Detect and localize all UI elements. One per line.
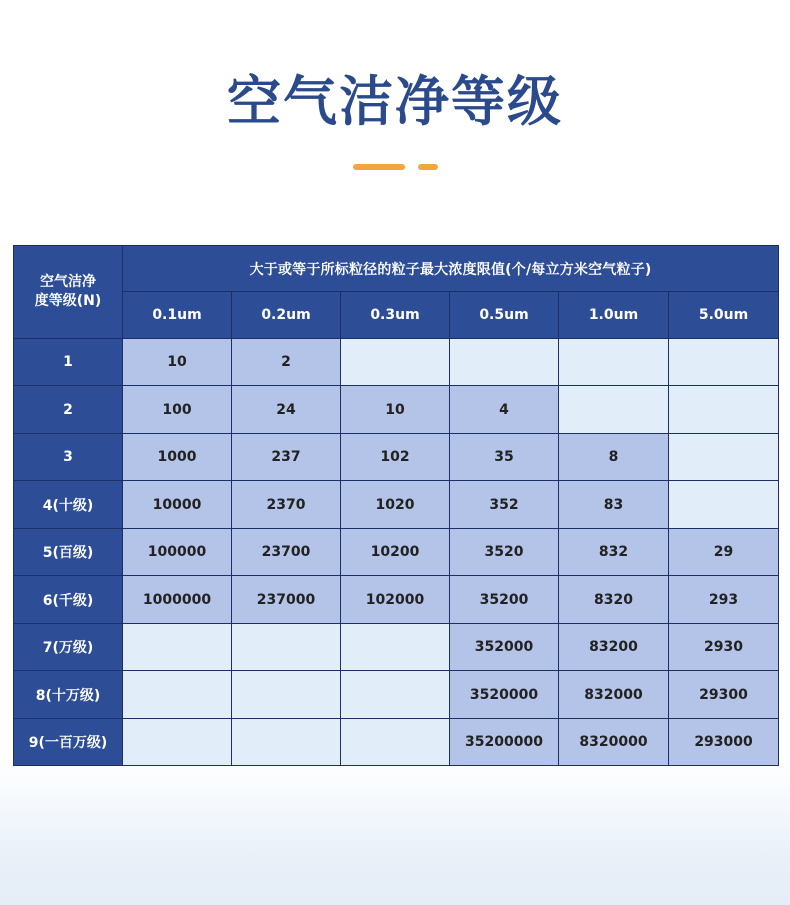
table-cell: 3520 [450,529,559,576]
header-row-columns [14,292,779,339]
table-cell-empty [559,339,669,386]
table-cell-empty [123,719,232,766]
header-grade-line-2: 度等级(N) [34,293,102,309]
table-cell: 100000 [123,529,232,576]
table-cell: 832 [559,529,669,576]
table-cell: 352000 [450,624,559,671]
table-row [14,576,779,624]
table-cell: 102 [341,434,450,481]
table-cell: 2930 [669,624,779,671]
table-cell-empty [341,624,450,671]
table-cell: 293000 [669,719,779,766]
table-row [14,481,779,529]
table-row [14,339,779,386]
table-row [14,624,779,671]
table-cell: 102000 [341,576,450,624]
table-cell: 4 [450,386,559,434]
table-cell-empty [232,719,341,766]
header-grade-line-1: 空气洁净 [40,274,96,290]
table-cell: 10 [123,339,232,386]
table-cell-empty [669,481,779,529]
table-row [14,386,779,434]
table-cell: 100 [123,386,232,434]
header-grade-corner [14,246,123,339]
title-divider [0,164,790,170]
table-cell: 10000 [123,481,232,529]
table-header [14,246,779,339]
table-cell: 237 [232,434,341,481]
page-title: 空气洁净等级 [227,70,563,133]
table-cell: 832000 [559,671,669,719]
table-cell-empty [123,624,232,671]
row-grade-label: 1 [14,339,123,386]
row-grade-label: 5(百级) [14,529,123,576]
row-grade-label: 9(一百万级) [14,719,123,766]
table-row [14,671,779,719]
table-cell: 1000000 [123,576,232,624]
cleanliness-grade-table [13,245,779,766]
title-divider-short-bar [418,164,438,170]
header-concentration-limit: 大于或等于所标粒径的粒子最大浓度限值(个/每立方米空气粒子) [123,246,779,292]
table-cell: 1000 [123,434,232,481]
column-header-5-0um: 5.0um [669,292,779,339]
table-cell: 29300 [669,671,779,719]
table-cell: 10200 [341,529,450,576]
title-divider-long-bar [353,164,405,170]
row-grade-label: 2 [14,386,123,434]
table-row [14,719,779,766]
table-cell-empty [123,671,232,719]
column-header-0-3um: 0.3um [341,292,450,339]
table-cell: 35200 [450,576,559,624]
table-row [14,434,779,481]
table-cell-empty [341,719,450,766]
table-cell: 8320000 [559,719,669,766]
table-body [14,339,779,766]
table-cell: 2370 [232,481,341,529]
table-cell: 352 [450,481,559,529]
table-cell: 29 [669,529,779,576]
table-cell: 24 [232,386,341,434]
table-cell: 35200000 [450,719,559,766]
table-cell-empty [341,671,450,719]
table-cell: 3520000 [450,671,559,719]
table-cell-empty [669,386,779,434]
header-row-span [14,246,779,292]
table-cell: 8 [559,434,669,481]
table-cell-empty [232,671,341,719]
column-header-1-0um: 1.0um [559,292,669,339]
row-grade-label: 3 [14,434,123,481]
column-header-0-1um: 0.1um [123,292,232,339]
table-row [14,529,779,576]
table-cell: 35 [450,434,559,481]
row-grade-label: 8(十万级) [14,671,123,719]
table-cell: 23700 [232,529,341,576]
column-header-0-5um: 0.5um [450,292,559,339]
table-cell-empty [232,624,341,671]
table-cell: 10 [341,386,450,434]
row-grade-label: 4(十级) [14,481,123,529]
table-cell: 83 [559,481,669,529]
table-cell-empty [669,339,779,386]
table-cell: 83200 [559,624,669,671]
table-cell-empty [341,339,450,386]
table-cell: 237000 [232,576,341,624]
column-header-0-2um: 0.2um [232,292,341,339]
row-grade-label: 6(千级) [14,576,123,624]
table-cell: 2 [232,339,341,386]
table-cell: 8320 [559,576,669,624]
table-cell-empty [450,339,559,386]
table-cell-empty [559,386,669,434]
table-cell-empty [669,434,779,481]
table-cell: 293 [669,576,779,624]
table-cell: 1020 [341,481,450,529]
row-grade-label: 7(万级) [14,624,123,671]
